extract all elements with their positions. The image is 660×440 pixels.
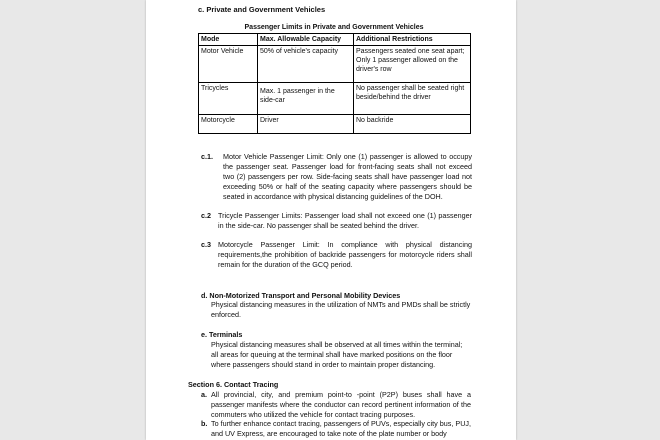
c1-paragraph: Motor Vehicle Passenger Limit: Only one (1) passenger is allowed to occupy the passenger seat. Passenger load for front-facing seats shall not exceed two (2) passengers per row. Side-facing seats shall have passenger load not exceeding 50% or half of the seating capacity where passengers should be seated in accordance with physical distancing guidelines of the DOH.	[223, 152, 472, 201]
c3-number: c.3	[201, 240, 211, 249]
table-cell: No passenger shall be seated right beside/behind the driver	[354, 83, 471, 115]
c2-number: c.2	[201, 211, 211, 220]
section-d-heading: d. Non-Motorized Transport and Personal Mobility Devices	[201, 291, 401, 300]
section-c-heading: c. Private and Government Vehicles	[198, 5, 326, 14]
section-d-paragraph: Physical distancing measures in the utilization of NMTs and PMDs shall be strictly enforced.	[211, 300, 471, 319]
table-cell: Motor Vehicle	[199, 46, 258, 83]
document-page	[146, 0, 516, 440]
table-cell: 50% of vehicle's capacity	[258, 46, 354, 83]
section-6-a-number: a.	[201, 390, 207, 399]
table-row	[199, 46, 471, 83]
section-e-heading: e. Terminals	[201, 330, 243, 339]
passenger-limits-table	[198, 33, 471, 134]
table-header-cell: Max. Allowable Capacity	[258, 34, 354, 46]
section-6-b-paragraph: To further enhance contact tracing, passengers of PUVs, especially city bus, PUJ, and UV Express, are encouraged to take note of the plate number or body	[211, 419, 471, 438]
table-cell: Passengers seated one seat apart; Only 1 passenger allowed on the driver's row	[354, 46, 471, 83]
table-caption: Passenger Limits in Private and Government Vehicles	[244, 24, 424, 31]
c3-paragraph: Motorcycle Passenger Limit: In compliance with physical distancing requirements,the prohibition of backride passengers for motorcycle riders shall remain for the duration of the GCQ period.	[218, 240, 472, 269]
table-cell: No backride	[354, 115, 471, 134]
table-cell: Motorcycle	[199, 115, 258, 134]
c1-number: c.1.	[201, 152, 213, 161]
table-header-cell: Mode	[199, 34, 258, 46]
c2-paragraph: Tricycle Passenger Limits: Passenger load shall not exceed one (1) passenger in the side-car. No passenger shall be seated behind the driver.	[218, 211, 472, 230]
section-e-paragraph: Physical distancing measures shall be observed at all times within the terminal; all areas for queuing at the terminal shall have marked positions on the floor where passengers should stand in order to maintain proper distancing.	[211, 340, 463, 369]
table-cell: Max. 1 passenger in the side-car	[258, 83, 354, 115]
table-row	[199, 115, 471, 134]
section-6-heading: Section 6. Contact Tracing	[188, 380, 279, 389]
table-row	[199, 83, 471, 115]
table-cell: Tricycles	[199, 83, 258, 115]
section-6-a-paragraph: All provincial, city, and premium point-to -point (P2P) buses shall have a passenger manifests where the conductor can record pertinent information of the commuters who utilized the vehicle for contact tracing purposes.	[211, 390, 471, 419]
section-6-b-number: b.	[201, 419, 208, 428]
table-header-cell: Additional Restrictions	[354, 34, 471, 46]
table-header-row	[199, 34, 471, 46]
table-cell: Driver	[258, 115, 354, 134]
